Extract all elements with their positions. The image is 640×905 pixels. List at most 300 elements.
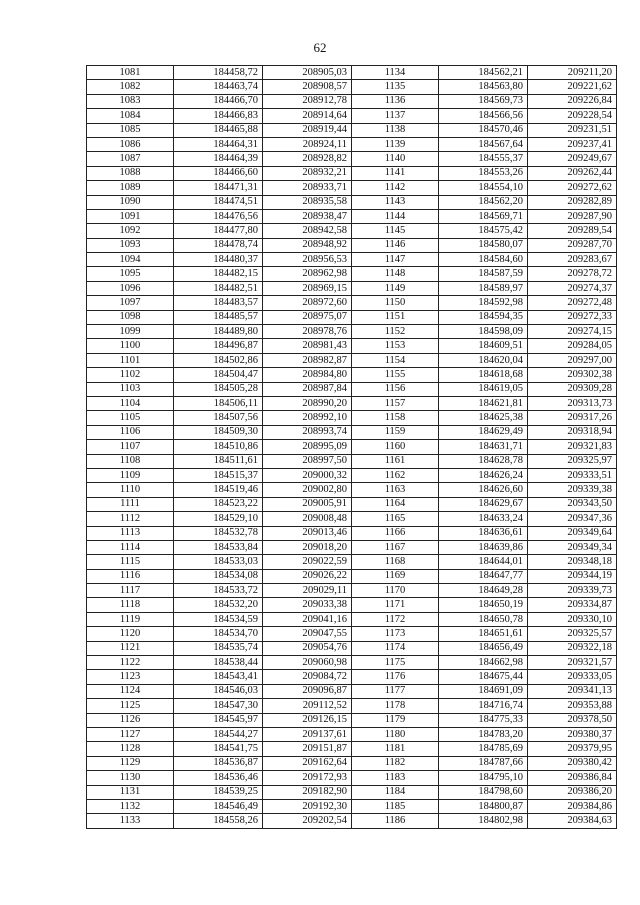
x-coordinate-cell: 184802,98 bbox=[439, 814, 528, 828]
y-coordinate-cell: 208908,57 bbox=[263, 80, 352, 94]
point-number-cell: 1153 bbox=[352, 339, 439, 353]
y-coordinate-cell: 209378,50 bbox=[528, 713, 617, 727]
point-number-cell: 1096 bbox=[87, 281, 174, 295]
y-coordinate-cell: 208956,53 bbox=[263, 253, 352, 267]
x-coordinate-cell: 184647,77 bbox=[439, 569, 528, 583]
x-coordinate-cell: 184466,70 bbox=[174, 94, 263, 108]
y-coordinate-cell: 209339,38 bbox=[528, 483, 617, 497]
x-coordinate-cell: 184476,56 bbox=[174, 209, 263, 223]
y-coordinate-cell: 209386,84 bbox=[528, 771, 617, 785]
point-number-cell: 1125 bbox=[87, 699, 174, 713]
table-row bbox=[87, 339, 617, 353]
x-coordinate-cell: 184562,20 bbox=[439, 195, 528, 209]
point-number-cell: 1180 bbox=[352, 727, 439, 741]
y-coordinate-cell: 208975,07 bbox=[263, 310, 352, 324]
y-coordinate-cell: 209343,50 bbox=[528, 497, 617, 511]
y-coordinate-cell: 209237,41 bbox=[528, 137, 617, 151]
point-number-cell: 1088 bbox=[87, 166, 174, 180]
x-coordinate-cell: 184539,25 bbox=[174, 785, 263, 799]
y-coordinate-cell: 208912,78 bbox=[263, 94, 352, 108]
x-coordinate-cell: 184639,86 bbox=[439, 540, 528, 554]
coordinates-table-body bbox=[87, 66, 617, 829]
table-row bbox=[87, 281, 617, 295]
y-coordinate-cell: 209289,54 bbox=[528, 224, 617, 238]
x-coordinate-cell: 184626,24 bbox=[439, 468, 528, 482]
x-coordinate-cell: 184785,69 bbox=[439, 742, 528, 756]
y-coordinate-cell: 209282,89 bbox=[528, 195, 617, 209]
x-coordinate-cell: 184569,73 bbox=[439, 94, 528, 108]
x-coordinate-cell: 184483,57 bbox=[174, 296, 263, 310]
point-number-cell: 1170 bbox=[352, 584, 439, 598]
point-number-cell: 1091 bbox=[87, 209, 174, 223]
y-coordinate-cell: 209151,87 bbox=[263, 742, 352, 756]
point-number-cell: 1165 bbox=[352, 512, 439, 526]
x-coordinate-cell: 184546,03 bbox=[174, 684, 263, 698]
x-coordinate-cell: 184547,30 bbox=[174, 699, 263, 713]
table-row bbox=[87, 684, 617, 698]
y-coordinate-cell: 209287,90 bbox=[528, 209, 617, 223]
y-coordinate-cell: 209112,52 bbox=[263, 699, 352, 713]
table-row bbox=[87, 137, 617, 151]
y-coordinate-cell: 209002,80 bbox=[263, 483, 352, 497]
point-number-cell: 1145 bbox=[352, 224, 439, 238]
table-row bbox=[87, 209, 617, 223]
point-number-cell: 1144 bbox=[352, 209, 439, 223]
table-row bbox=[87, 756, 617, 770]
x-coordinate-cell: 184464,31 bbox=[174, 137, 263, 151]
point-number-cell: 1147 bbox=[352, 253, 439, 267]
y-coordinate-cell: 209047,55 bbox=[263, 627, 352, 641]
x-coordinate-cell: 184562,21 bbox=[439, 66, 528, 80]
y-coordinate-cell: 209054,76 bbox=[263, 641, 352, 655]
y-coordinate-cell: 209202,54 bbox=[263, 814, 352, 828]
table-row bbox=[87, 267, 617, 281]
y-coordinate-cell: 208914,64 bbox=[263, 109, 352, 123]
table-row bbox=[87, 771, 617, 785]
y-coordinate-cell: 208962,98 bbox=[263, 267, 352, 281]
x-coordinate-cell: 184628,78 bbox=[439, 454, 528, 468]
x-coordinate-cell: 184535,74 bbox=[174, 641, 263, 655]
point-number-cell: 1093 bbox=[87, 238, 174, 252]
x-coordinate-cell: 184775,33 bbox=[439, 713, 528, 727]
table-row bbox=[87, 253, 617, 267]
y-coordinate-cell: 209321,57 bbox=[528, 656, 617, 670]
point-number-cell: 1115 bbox=[87, 555, 174, 569]
x-coordinate-cell: 184629,67 bbox=[439, 497, 528, 511]
x-coordinate-cell: 184580,07 bbox=[439, 238, 528, 252]
x-coordinate-cell: 184533,72 bbox=[174, 584, 263, 598]
x-coordinate-cell: 184466,60 bbox=[174, 166, 263, 180]
table-row bbox=[87, 396, 617, 410]
y-coordinate-cell: 208938,47 bbox=[263, 209, 352, 223]
point-number-cell: 1130 bbox=[87, 771, 174, 785]
y-coordinate-cell: 208990,20 bbox=[263, 396, 352, 410]
coordinates-table bbox=[86, 65, 617, 829]
point-number-cell: 1164 bbox=[352, 497, 439, 511]
y-coordinate-cell: 209026,22 bbox=[263, 569, 352, 583]
y-coordinate-cell: 208932,21 bbox=[263, 166, 352, 180]
x-coordinate-cell: 184567,64 bbox=[439, 137, 528, 151]
table-row bbox=[87, 713, 617, 727]
table-row bbox=[87, 382, 617, 396]
point-number-cell: 1137 bbox=[352, 109, 439, 123]
table-row bbox=[87, 814, 617, 828]
point-number-cell: 1101 bbox=[87, 353, 174, 367]
y-coordinate-cell: 209317,26 bbox=[528, 411, 617, 425]
point-number-cell: 1118 bbox=[87, 598, 174, 612]
point-number-cell: 1138 bbox=[352, 123, 439, 137]
y-coordinate-cell: 209249,67 bbox=[528, 152, 617, 166]
table-row bbox=[87, 368, 617, 382]
point-number-cell: 1086 bbox=[87, 137, 174, 151]
point-number-cell: 1181 bbox=[352, 742, 439, 756]
table-row bbox=[87, 238, 617, 252]
x-coordinate-cell: 184800,87 bbox=[439, 799, 528, 813]
point-number-cell: 1146 bbox=[352, 238, 439, 252]
x-coordinate-cell: 184485,57 bbox=[174, 310, 263, 324]
y-coordinate-cell: 209384,63 bbox=[528, 814, 617, 828]
x-coordinate-cell: 184523,22 bbox=[174, 497, 263, 511]
y-coordinate-cell: 209344,19 bbox=[528, 569, 617, 583]
point-number-cell: 1150 bbox=[352, 296, 439, 310]
x-coordinate-cell: 184478,74 bbox=[174, 238, 263, 252]
point-number-cell: 1103 bbox=[87, 382, 174, 396]
point-number-cell: 1129 bbox=[87, 756, 174, 770]
table-row bbox=[87, 598, 617, 612]
y-coordinate-cell: 208933,71 bbox=[263, 181, 352, 195]
y-coordinate-cell: 209226,84 bbox=[528, 94, 617, 108]
x-coordinate-cell: 184536,87 bbox=[174, 756, 263, 770]
y-coordinate-cell: 209333,05 bbox=[528, 670, 617, 684]
table-row bbox=[87, 123, 617, 137]
table-row bbox=[87, 181, 617, 195]
table-row bbox=[87, 80, 617, 94]
x-coordinate-cell: 184716,74 bbox=[439, 699, 528, 713]
x-coordinate-cell: 184532,20 bbox=[174, 598, 263, 612]
x-coordinate-cell: 184511,61 bbox=[174, 454, 263, 468]
x-coordinate-cell: 184533,84 bbox=[174, 540, 263, 554]
y-coordinate-cell: 209313,73 bbox=[528, 396, 617, 410]
x-coordinate-cell: 184691,09 bbox=[439, 684, 528, 698]
point-number-cell: 1133 bbox=[87, 814, 174, 828]
x-coordinate-cell: 184471,31 bbox=[174, 181, 263, 195]
point-number-cell: 1157 bbox=[352, 396, 439, 410]
table-row bbox=[87, 483, 617, 497]
x-coordinate-cell: 184649,28 bbox=[439, 584, 528, 598]
table-row bbox=[87, 66, 617, 80]
x-coordinate-cell: 184592,98 bbox=[439, 296, 528, 310]
y-coordinate-cell: 208993,74 bbox=[263, 425, 352, 439]
table-row bbox=[87, 742, 617, 756]
point-number-cell: 1163 bbox=[352, 483, 439, 497]
x-coordinate-cell: 184464,39 bbox=[174, 152, 263, 166]
y-coordinate-cell: 209333,51 bbox=[528, 468, 617, 482]
x-coordinate-cell: 184787,66 bbox=[439, 756, 528, 770]
point-number-cell: 1087 bbox=[87, 152, 174, 166]
x-coordinate-cell: 184587,59 bbox=[439, 267, 528, 281]
y-coordinate-cell: 209022,59 bbox=[263, 555, 352, 569]
x-coordinate-cell: 184496,87 bbox=[174, 339, 263, 353]
x-coordinate-cell: 184506,11 bbox=[174, 396, 263, 410]
x-coordinate-cell: 184644,01 bbox=[439, 555, 528, 569]
table-row bbox=[87, 425, 617, 439]
point-number-cell: 1085 bbox=[87, 123, 174, 137]
x-coordinate-cell: 184536,46 bbox=[174, 771, 263, 785]
y-coordinate-cell: 209325,57 bbox=[528, 627, 617, 641]
y-coordinate-cell: 209322,18 bbox=[528, 641, 617, 655]
x-coordinate-cell: 184625,38 bbox=[439, 411, 528, 425]
x-coordinate-cell: 184656,49 bbox=[439, 641, 528, 655]
point-number-cell: 1152 bbox=[352, 325, 439, 339]
point-number-cell: 1186 bbox=[352, 814, 439, 828]
point-number-cell: 1084 bbox=[87, 109, 174, 123]
table-row bbox=[87, 109, 617, 123]
y-coordinate-cell: 209041,16 bbox=[263, 612, 352, 626]
point-number-cell: 1179 bbox=[352, 713, 439, 727]
y-coordinate-cell: 208987,84 bbox=[263, 382, 352, 396]
x-coordinate-cell: 184477,80 bbox=[174, 224, 263, 238]
point-number-cell: 1102 bbox=[87, 368, 174, 382]
y-coordinate-cell: 208942,58 bbox=[263, 224, 352, 238]
y-coordinate-cell: 209302,38 bbox=[528, 368, 617, 382]
y-coordinate-cell: 208997,50 bbox=[263, 454, 352, 468]
y-coordinate-cell: 209013,46 bbox=[263, 526, 352, 540]
table-row bbox=[87, 512, 617, 526]
point-number-cell: 1140 bbox=[352, 152, 439, 166]
table-row bbox=[87, 353, 617, 367]
y-coordinate-cell: 209384,86 bbox=[528, 799, 617, 813]
x-coordinate-cell: 184798,60 bbox=[439, 785, 528, 799]
table-row bbox=[87, 94, 617, 108]
table-row bbox=[87, 785, 617, 799]
point-number-cell: 1151 bbox=[352, 310, 439, 324]
point-number-cell: 1185 bbox=[352, 799, 439, 813]
x-coordinate-cell: 184619,05 bbox=[439, 382, 528, 396]
point-number-cell: 1167 bbox=[352, 540, 439, 554]
y-coordinate-cell: 208982,87 bbox=[263, 353, 352, 367]
y-coordinate-cell: 209182,90 bbox=[263, 785, 352, 799]
x-coordinate-cell: 184795,10 bbox=[439, 771, 528, 785]
x-coordinate-cell: 184505,28 bbox=[174, 382, 263, 396]
point-number-cell: 1156 bbox=[352, 382, 439, 396]
table-row bbox=[87, 727, 617, 741]
x-coordinate-cell: 184510,86 bbox=[174, 440, 263, 454]
point-number-cell: 1089 bbox=[87, 181, 174, 195]
y-coordinate-cell: 209084,72 bbox=[263, 670, 352, 684]
table-row bbox=[87, 656, 617, 670]
point-number-cell: 1119 bbox=[87, 612, 174, 626]
point-number-cell: 1083 bbox=[87, 94, 174, 108]
point-number-cell: 1110 bbox=[87, 483, 174, 497]
y-coordinate-cell: 208981,43 bbox=[263, 339, 352, 353]
y-coordinate-cell: 209029,11 bbox=[263, 584, 352, 598]
point-number-cell: 1109 bbox=[87, 468, 174, 482]
y-coordinate-cell: 209018,20 bbox=[263, 540, 352, 554]
point-number-cell: 1143 bbox=[352, 195, 439, 209]
x-coordinate-cell: 184553,26 bbox=[439, 166, 528, 180]
point-number-cell: 1111 bbox=[87, 497, 174, 511]
y-coordinate-cell: 209231,51 bbox=[528, 123, 617, 137]
x-coordinate-cell: 184636,61 bbox=[439, 526, 528, 540]
y-coordinate-cell: 209172,93 bbox=[263, 771, 352, 785]
y-coordinate-cell: 209126,15 bbox=[263, 713, 352, 727]
table-row bbox=[87, 296, 617, 310]
point-number-cell: 1175 bbox=[352, 656, 439, 670]
point-number-cell: 1184 bbox=[352, 785, 439, 799]
point-number-cell: 1090 bbox=[87, 195, 174, 209]
point-number-cell: 1107 bbox=[87, 440, 174, 454]
point-number-cell: 1161 bbox=[352, 454, 439, 468]
point-number-cell: 1104 bbox=[87, 396, 174, 410]
y-coordinate-cell: 209321,83 bbox=[528, 440, 617, 454]
table-row bbox=[87, 569, 617, 583]
point-number-cell: 1124 bbox=[87, 684, 174, 698]
x-coordinate-cell: 184589,97 bbox=[439, 281, 528, 295]
table-row bbox=[87, 555, 617, 569]
y-coordinate-cell: 209262,44 bbox=[528, 166, 617, 180]
table-row bbox=[87, 195, 617, 209]
x-coordinate-cell: 184529,10 bbox=[174, 512, 263, 526]
y-coordinate-cell: 209228,54 bbox=[528, 109, 617, 123]
x-coordinate-cell: 184534,08 bbox=[174, 569, 263, 583]
table-row bbox=[87, 627, 617, 641]
point-number-cell: 1112 bbox=[87, 512, 174, 526]
point-number-cell: 1082 bbox=[87, 80, 174, 94]
page-number: 62 bbox=[313, 40, 327, 55]
point-number-cell: 1142 bbox=[352, 181, 439, 195]
table-row bbox=[87, 440, 617, 454]
y-coordinate-cell: 208928,82 bbox=[263, 152, 352, 166]
x-coordinate-cell: 184594,35 bbox=[439, 310, 528, 324]
table-row bbox=[87, 584, 617, 598]
y-coordinate-cell: 208905,03 bbox=[263, 66, 352, 80]
table-row bbox=[87, 540, 617, 554]
x-coordinate-cell: 184558,26 bbox=[174, 814, 263, 828]
x-coordinate-cell: 184629,49 bbox=[439, 425, 528, 439]
y-coordinate-cell: 208972,60 bbox=[263, 296, 352, 310]
table-row bbox=[87, 411, 617, 425]
x-coordinate-cell: 184626,60 bbox=[439, 483, 528, 497]
y-coordinate-cell: 208995,09 bbox=[263, 440, 352, 454]
y-coordinate-cell: 209334,87 bbox=[528, 598, 617, 612]
point-number-cell: 1128 bbox=[87, 742, 174, 756]
table-row bbox=[87, 641, 617, 655]
point-number-cell: 1134 bbox=[352, 66, 439, 80]
y-coordinate-cell: 209008,48 bbox=[263, 512, 352, 526]
x-coordinate-cell: 184474,51 bbox=[174, 195, 263, 209]
x-coordinate-cell: 184545,97 bbox=[174, 713, 263, 727]
point-number-cell: 1098 bbox=[87, 310, 174, 324]
x-coordinate-cell: 184458,72 bbox=[174, 66, 263, 80]
point-number-cell: 1166 bbox=[352, 526, 439, 540]
y-coordinate-cell: 209278,72 bbox=[528, 267, 617, 281]
x-coordinate-cell: 184489,80 bbox=[174, 325, 263, 339]
y-coordinate-cell: 209339,73 bbox=[528, 584, 617, 598]
point-number-cell: 1158 bbox=[352, 411, 439, 425]
point-number-cell: 1155 bbox=[352, 368, 439, 382]
table-row bbox=[87, 310, 617, 324]
x-coordinate-cell: 184575,42 bbox=[439, 224, 528, 238]
point-number-cell: 1168 bbox=[352, 555, 439, 569]
point-number-cell: 1176 bbox=[352, 670, 439, 684]
x-coordinate-cell: 184569,71 bbox=[439, 209, 528, 223]
point-number-cell: 1094 bbox=[87, 253, 174, 267]
x-coordinate-cell: 184662,98 bbox=[439, 656, 528, 670]
x-coordinate-cell: 184465,88 bbox=[174, 123, 263, 137]
point-number-cell: 1081 bbox=[87, 66, 174, 80]
y-coordinate-cell: 209274,37 bbox=[528, 281, 617, 295]
point-number-cell: 1136 bbox=[352, 94, 439, 108]
point-number-cell: 1099 bbox=[87, 325, 174, 339]
x-coordinate-cell: 184563,80 bbox=[439, 80, 528, 94]
point-number-cell: 1159 bbox=[352, 425, 439, 439]
point-number-cell: 1135 bbox=[352, 80, 439, 94]
y-coordinate-cell: 209283,67 bbox=[528, 253, 617, 267]
y-coordinate-cell: 209353,88 bbox=[528, 699, 617, 713]
x-coordinate-cell: 184618,68 bbox=[439, 368, 528, 382]
y-coordinate-cell: 209192,30 bbox=[263, 799, 352, 813]
y-coordinate-cell: 209096,87 bbox=[263, 684, 352, 698]
y-coordinate-cell: 209272,33 bbox=[528, 310, 617, 324]
table-row bbox=[87, 612, 617, 626]
y-coordinate-cell: 209309,28 bbox=[528, 382, 617, 396]
table-row bbox=[87, 224, 617, 238]
point-number-cell: 1162 bbox=[352, 468, 439, 482]
y-coordinate-cell: 209005,91 bbox=[263, 497, 352, 511]
y-coordinate-cell: 209380,37 bbox=[528, 727, 617, 741]
y-coordinate-cell: 209347,36 bbox=[528, 512, 617, 526]
y-coordinate-cell: 209386,20 bbox=[528, 785, 617, 799]
point-number-cell: 1174 bbox=[352, 641, 439, 655]
point-number-cell: 1178 bbox=[352, 699, 439, 713]
y-coordinate-cell: 209297,00 bbox=[528, 353, 617, 367]
x-coordinate-cell: 184538,44 bbox=[174, 656, 263, 670]
y-coordinate-cell: 208948,92 bbox=[263, 238, 352, 252]
point-number-cell: 1139 bbox=[352, 137, 439, 151]
y-coordinate-cell: 209272,62 bbox=[528, 181, 617, 195]
y-coordinate-cell: 209379,95 bbox=[528, 742, 617, 756]
point-number-cell: 1149 bbox=[352, 281, 439, 295]
y-coordinate-cell: 208935,58 bbox=[263, 195, 352, 209]
y-coordinate-cell: 208978,76 bbox=[263, 325, 352, 339]
point-number-cell: 1160 bbox=[352, 440, 439, 454]
point-number-cell: 1132 bbox=[87, 799, 174, 813]
point-number-cell: 1148 bbox=[352, 267, 439, 281]
point-number-cell: 1092 bbox=[87, 224, 174, 238]
point-number-cell: 1173 bbox=[352, 627, 439, 641]
point-number-cell: 1177 bbox=[352, 684, 439, 698]
x-coordinate-cell: 184507,56 bbox=[174, 411, 263, 425]
y-coordinate-cell: 209325,97 bbox=[528, 454, 617, 468]
y-coordinate-cell: 209349,64 bbox=[528, 526, 617, 540]
table-row bbox=[87, 468, 617, 482]
point-number-cell: 1169 bbox=[352, 569, 439, 583]
x-coordinate-cell: 184570,46 bbox=[439, 123, 528, 137]
x-coordinate-cell: 184463,74 bbox=[174, 80, 263, 94]
table-row bbox=[87, 526, 617, 540]
y-coordinate-cell: 209137,61 bbox=[263, 727, 352, 741]
table-row bbox=[87, 497, 617, 511]
point-number-cell: 1182 bbox=[352, 756, 439, 770]
y-coordinate-cell: 209284,05 bbox=[528, 339, 617, 353]
table-row bbox=[87, 454, 617, 468]
x-coordinate-cell: 184482,15 bbox=[174, 267, 263, 281]
y-coordinate-cell: 209348,18 bbox=[528, 555, 617, 569]
x-coordinate-cell: 184609,51 bbox=[439, 339, 528, 353]
y-coordinate-cell: 208969,15 bbox=[263, 281, 352, 295]
y-coordinate-cell: 209060,98 bbox=[263, 656, 352, 670]
point-number-cell: 1105 bbox=[87, 411, 174, 425]
